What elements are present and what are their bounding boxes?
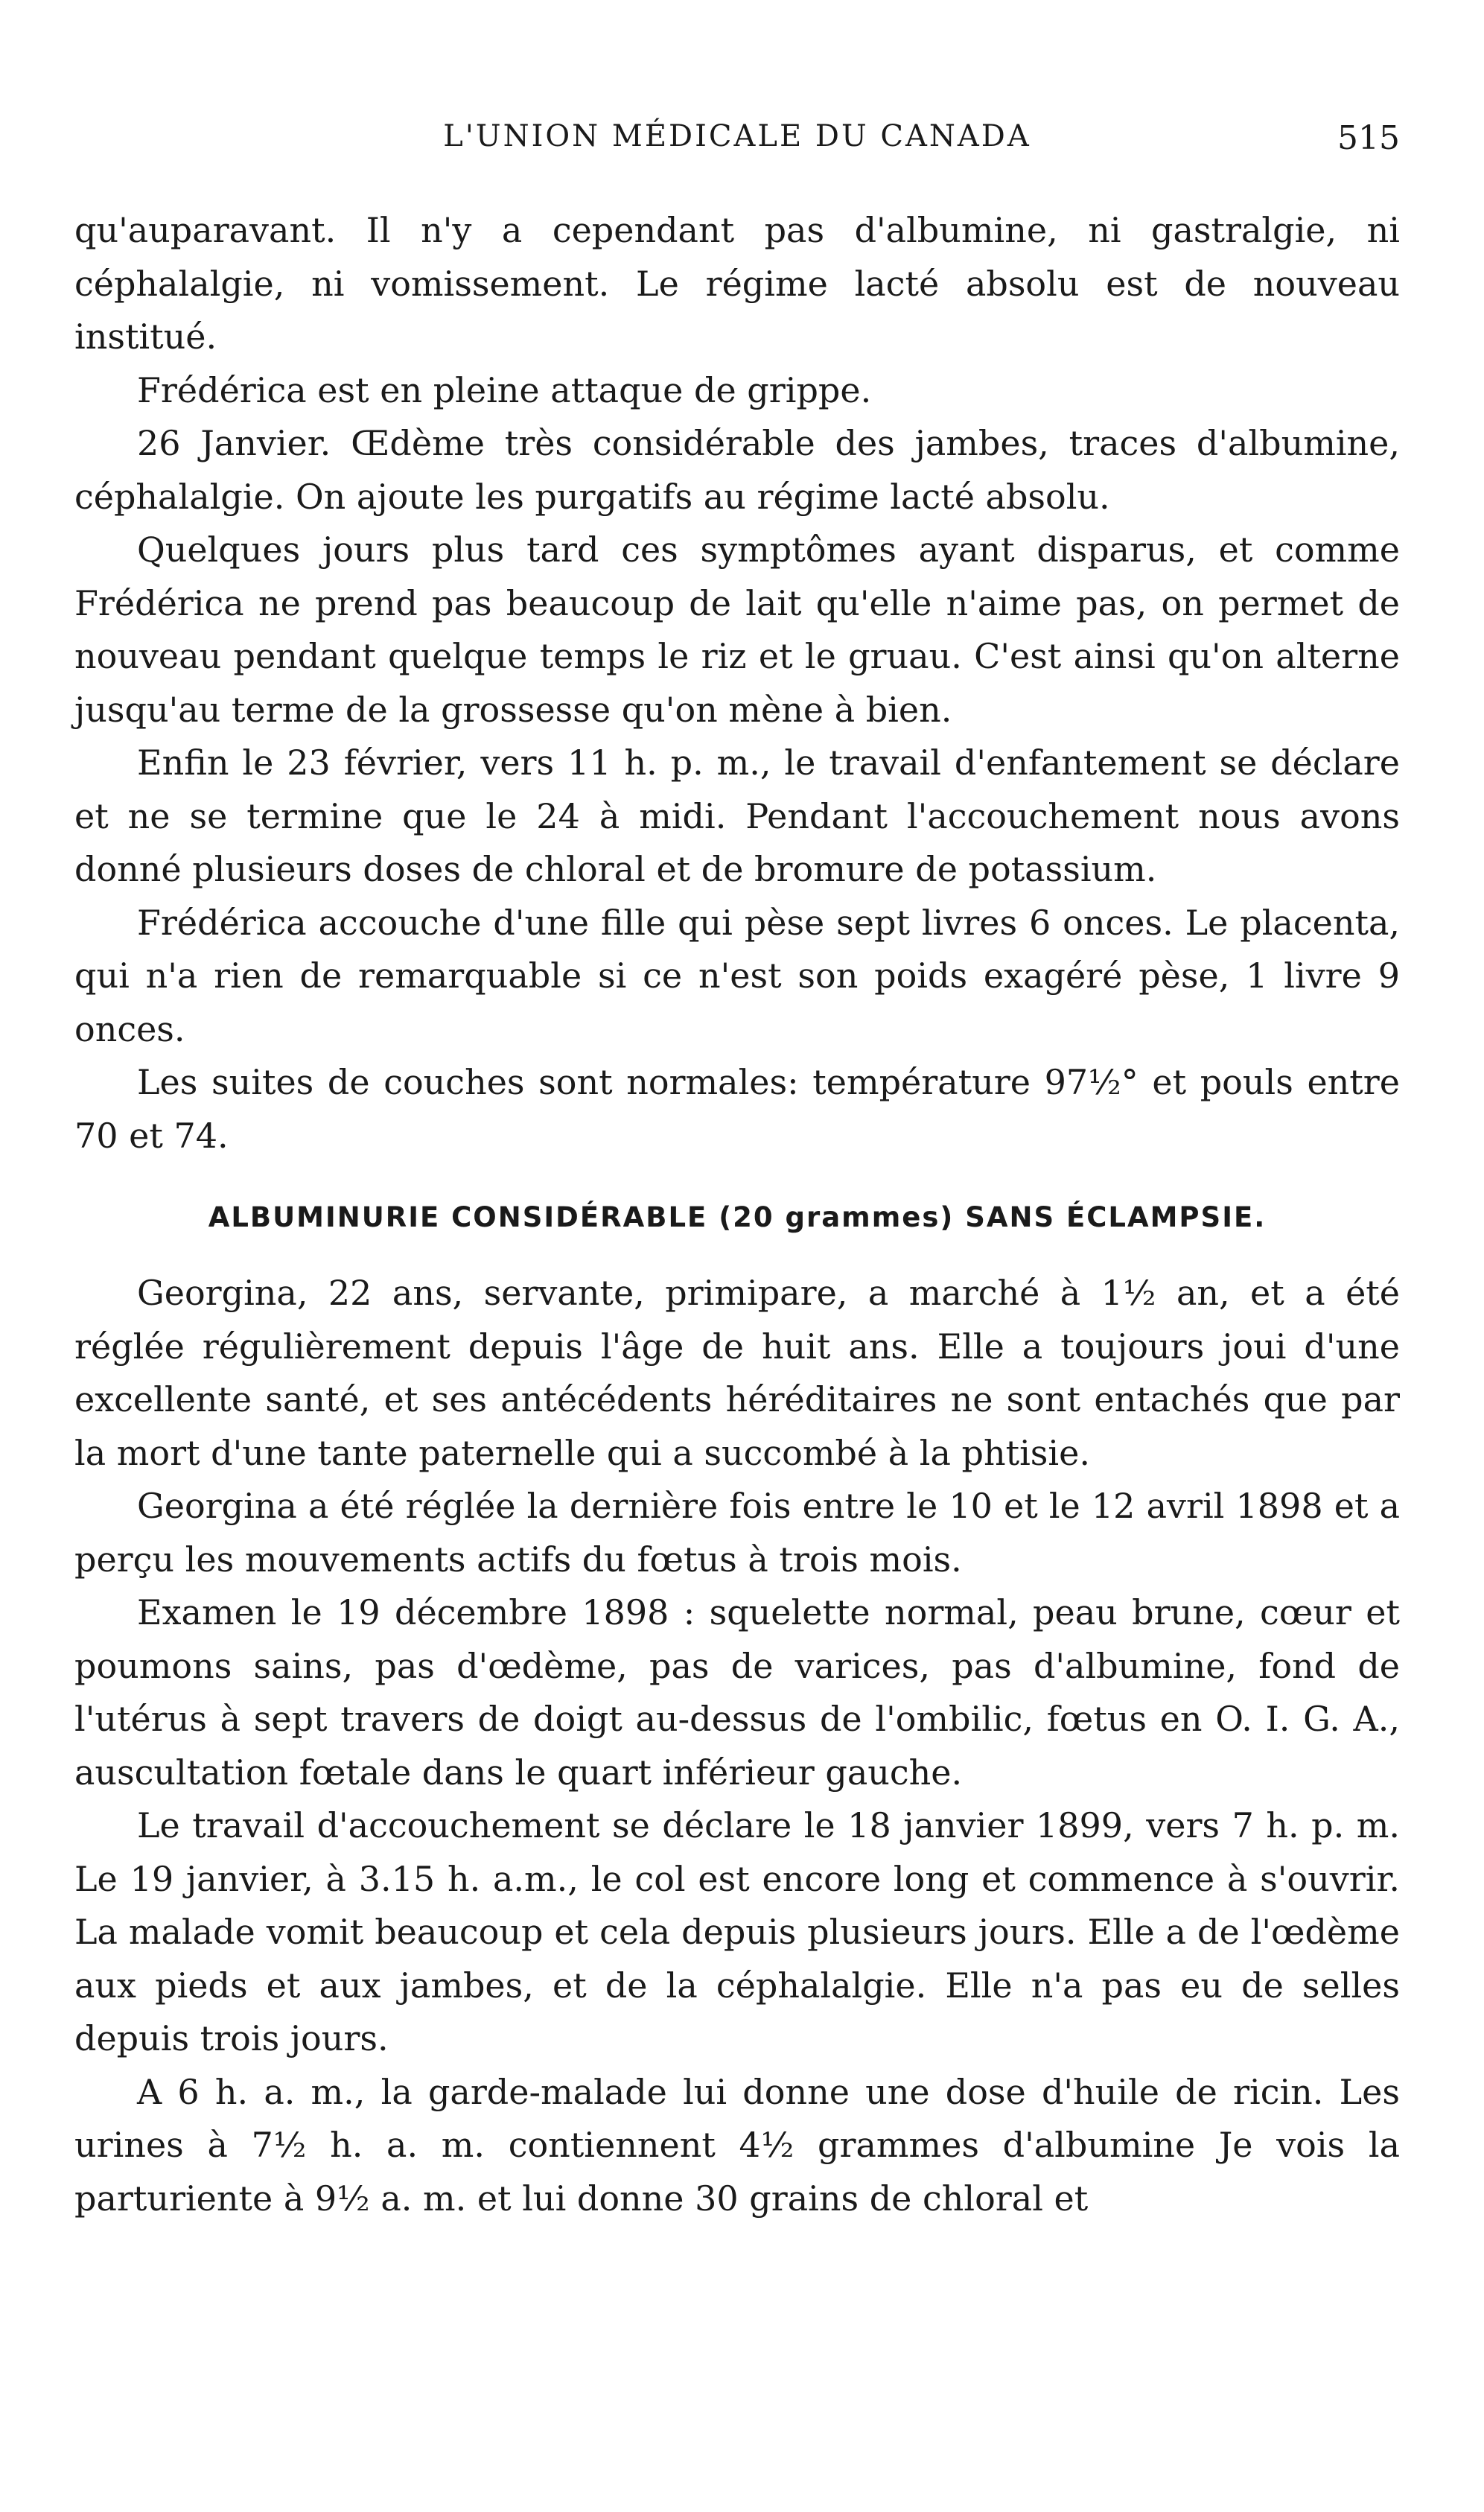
paragraph: qu'auparavant. Il n'y a cependant pas d'albumine, ni gastralgie, ni céphalalgie, ni vomissement. Le régime lacté absolu est de nouveau institué. (74, 210, 1400, 357)
paragraph: Frédérica est en pleine attaque de grippe. (137, 369, 872, 410)
running-header (74, 112, 1400, 171)
body-text-after (74, 1267, 1400, 2225)
paragraph: Quelques jours plus tard ces symptômes ayant disparus, et comme Frédérica ne prend pas beaucoup de lait qu'elle n'aime pas, on permet de nouveau pendant quelque temps le riz et le gruau. C'est ainsi qu'on alterne jusqu'au terme de la grossesse qu'on mène à bien. (74, 530, 1400, 730)
paragraph: Georgina a été réglée la dernière fois entre le 10 et le 12 avril 1898 et a perçu les mouvements actifs du fœtus à trois mois. (74, 1486, 1400, 1580)
paragraph: Enfin le 23 février, vers 11 h. p. m., le travail d'enfantement se déclare et ne se termine que le 24 à midi. Pendant l'accouchement nous avons donné plusieurs doses de chloral et de bromure de potassium. (74, 743, 1400, 889)
paragraph: A 6 h. a. m., la garde-malade lui donne une dose d'huile de ricin. Les urines à 7½ h. a. m. contiennent 4½ grammes d'albumine Je vois la parturiente à 9½ a. m. et lui donne 30 grains de chloral et (74, 2071, 1400, 2219)
journal-page (74, 112, 1400, 2225)
page-number: 515 (1337, 119, 1400, 157)
paragraph: Frédérica accouche d'une fille qui pèse sept livres 6 onces. Le placenta, qui n'a rien de remarquable si ce n'est son poids exagéré pèse, 1 livre 9 onces. (74, 902, 1400, 1049)
body-text-before (74, 204, 1400, 1163)
paragraph: Les suites de couches sont normales: température 97½° et pouls entre 70 et 74. (74, 1062, 1400, 1156)
paragraph: Examen le 19 décembre 1898 : squelette normal, peau brune, cœur et poumons sains, pas d'œdème, pas de varices, pas d'albumine, fond de l'utérus à sept travers de doigt au-dessus de l'ombilic, fœtus en O. I. G. A., auscultation fœtale dans le quart inférieur gauche. (74, 1592, 1400, 1793)
paragraph: 26 Janvier. Œdème très considérable des jambes, traces d'albumine, céphalalgie. On ajoute les purgatifs au régime lacté absolu. (74, 423, 1400, 517)
running-title: L'UNION MÉDICALE DU CANADA (443, 119, 1031, 153)
section-heading: ALBUMINURIE CONSIDÉRABLE (20 grammes) SANS ÉCLAMPSIE. (208, 1201, 1267, 1233)
paragraph: Le travail d'accouchement se déclare le 18 janvier 1899, vers 7 h. p. m. Le 19 janvier, à 3.15 h. a.m., le col est encore long et commence à s'ouvrir. La malade vomit beaucoup et cela depuis plusieurs jours. Elle a de l'œdème aux pieds et aux jambes, et de la céphalalgie. Elle n'a pas eu de selles depuis trois jours. (74, 1805, 1400, 2058)
paragraph: Georgina, 22 ans, servante, primipare, a marché à 1½ an, et a été réglée régulièrement depuis l'âge de huit ans. Elle a toujours joui d'une excellente santé, et ses antécédents héréditaires ne sont entachés que par la mort d'une tante paternelle qui a succombé à la phtisie. (74, 1273, 1400, 1473)
